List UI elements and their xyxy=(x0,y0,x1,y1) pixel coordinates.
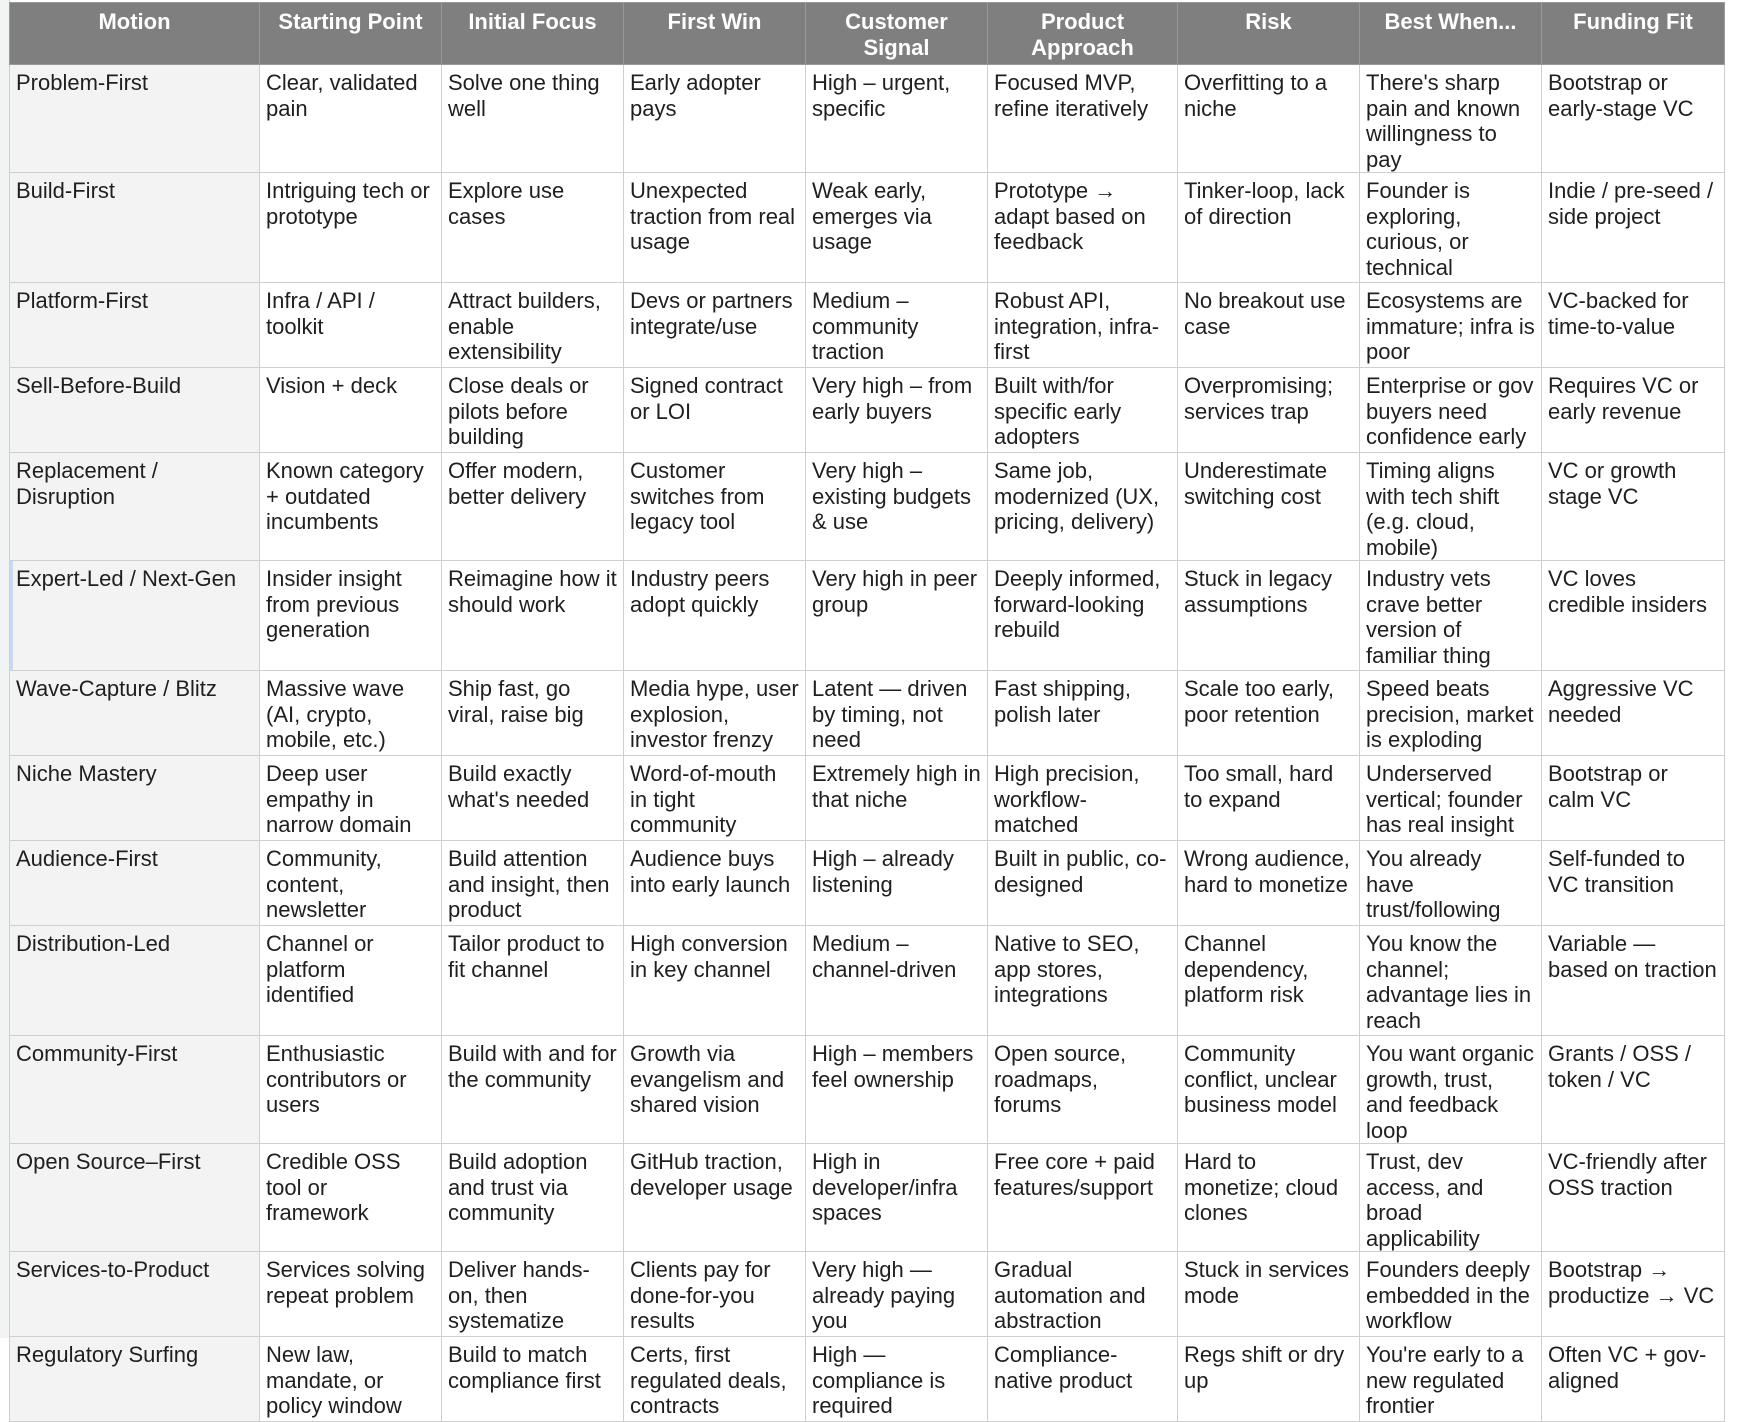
table-cell[interactable]: Open source, roadmaps, forums xyxy=(988,1036,1178,1144)
table-cell[interactable]: Extremely high in that niche xyxy=(806,756,988,841)
table-cell[interactable]: Very high – from early buyers xyxy=(806,368,988,453)
table-cell[interactable]: Vision + deck xyxy=(260,368,442,453)
table-cell[interactable]: GitHub traction, developer usage xyxy=(624,1144,806,1252)
table-cell[interactable]: Build attention and insight, then product xyxy=(442,841,624,926)
table-cell[interactable]: Infra / API / toolkit xyxy=(260,283,442,368)
column-header[interactable]: Customer Signal xyxy=(806,3,988,65)
table-cell[interactable]: Channel dependency, platform risk xyxy=(1178,926,1360,1036)
table-cell[interactable]: Aggressive VC needed xyxy=(1542,671,1725,756)
column-header[interactable]: Best When... xyxy=(1360,3,1542,65)
table-cell[interactable]: Community-First xyxy=(10,1036,260,1144)
table-cell[interactable]: Unexpected traction from real usage xyxy=(624,173,806,283)
table-row xyxy=(10,453,1725,561)
table-cell[interactable]: Community conflict, unclear business model xyxy=(1178,1036,1360,1144)
table-cell[interactable]: Speed beats precision, market is exploding xyxy=(1360,671,1542,756)
table-cell[interactable]: Offer modern, better delivery xyxy=(442,453,624,561)
table-row xyxy=(10,671,1725,756)
table-cell[interactable]: Distribution-Led xyxy=(10,926,260,1036)
table-cell[interactable]: Massive wave (AI, crypto, mobile, etc.) xyxy=(260,671,442,756)
table-cell[interactable]: Insider insight from previous generation xyxy=(260,561,442,671)
header-row xyxy=(10,3,1725,65)
table-cell[interactable]: Requires VC or early revenue xyxy=(1542,368,1725,453)
table-cell[interactable]: Audience-First xyxy=(10,841,260,926)
table-cell[interactable]: Tinker-loop, lack of direction xyxy=(1178,173,1360,283)
table-cell[interactable]: High in developer/infra spaces xyxy=(806,1144,988,1252)
table-cell[interactable]: Medium – channel-driven xyxy=(806,926,988,1036)
table-cell[interactable]: Compliance-native product xyxy=(988,1337,1178,1422)
column-header[interactable]: Motion xyxy=(10,3,260,65)
table-cell[interactable]: Intriguing tech or prototype xyxy=(260,173,442,283)
column-header[interactable]: Initial Focus xyxy=(442,3,624,65)
table-cell[interactable]: Industry vets crave better version of familiar thing xyxy=(1360,561,1542,671)
column-header[interactable]: Product Approach xyxy=(988,3,1178,65)
table-cell[interactable]: Sell-Before-Build xyxy=(10,368,260,453)
table-cell[interactable]: Channel or platform identified xyxy=(260,926,442,1036)
table-cell[interactable]: Weak early, emerges via usage xyxy=(806,173,988,283)
table-cell[interactable]: Solve one thing well xyxy=(442,65,624,173)
table-cell[interactable]: Founder is exploring, curious, or technical xyxy=(1360,173,1542,283)
table-cell[interactable]: Grants / OSS / token / VC xyxy=(1542,1036,1725,1144)
table-cell[interactable]: Enterprise or gov buyers need confidence early xyxy=(1360,368,1542,453)
table-cell[interactable]: Stuck in services mode xyxy=(1178,1252,1360,1337)
table-cell[interactable]: No breakout use case xyxy=(1178,283,1360,368)
table-cell[interactable]: Industry peers adopt quickly xyxy=(624,561,806,671)
table-cell[interactable]: Fast shipping, polish later xyxy=(988,671,1178,756)
table-row xyxy=(10,1252,1725,1337)
table-cell[interactable]: Tailor product to fit channel xyxy=(442,926,624,1036)
table-cell[interactable]: Prototype → adapt based on feedback xyxy=(988,173,1178,283)
table-cell[interactable]: Often VC + gov-aligned xyxy=(1542,1337,1725,1422)
table-cell[interactable]: Enthusiastic contributors or users xyxy=(260,1036,442,1144)
column-header[interactable]: Starting Point xyxy=(260,3,442,65)
table-cell[interactable]: Indie / pre-seed / side project xyxy=(1542,173,1725,283)
table-cell[interactable]: You already have trust/following xyxy=(1360,841,1542,926)
table-cell[interactable]: Build with and for the community xyxy=(442,1036,624,1144)
table-cell[interactable]: Attract builders, enable extensibility xyxy=(442,283,624,368)
table-cell[interactable]: VC loves credible insiders xyxy=(1542,561,1725,671)
table-cell[interactable]: Build exactly what's needed xyxy=(442,756,624,841)
table-cell[interactable]: You're early to a new regulated frontier xyxy=(1360,1337,1542,1422)
table-cell[interactable]: VC-friendly after OSS traction xyxy=(1542,1144,1725,1252)
table-cell[interactable]: You want organic growth, trust, and feedback loop xyxy=(1360,1036,1542,1144)
table-cell[interactable]: Build adoption and trust via community xyxy=(442,1144,624,1252)
table-cell[interactable]: Self-funded to VC transition xyxy=(1542,841,1725,926)
table-cell[interactable]: Early adopter pays xyxy=(624,65,806,173)
table-cell[interactable]: Bootstrap or early-stage VC xyxy=(1542,65,1725,173)
table-cell[interactable]: Build-First xyxy=(10,173,260,283)
table-cell[interactable]: Scale too early, poor retention xyxy=(1178,671,1360,756)
table-cell[interactable]: Trust, dev access, and broad applicability xyxy=(1360,1144,1542,1252)
table-cell[interactable]: Open Source–First xyxy=(10,1144,260,1252)
table-cell[interactable]: Bootstrap or calm VC xyxy=(1542,756,1725,841)
table-cell[interactable]: Overfitting to a niche xyxy=(1178,65,1360,173)
table-row xyxy=(10,561,1725,671)
column-header[interactable]: Funding Fit xyxy=(1542,3,1725,65)
table-cell[interactable]: Signed contract or LOI xyxy=(624,368,806,453)
table-cell[interactable]: Replacement / Disruption xyxy=(10,453,260,561)
table-cell[interactable]: Robust API, integration, infra-first xyxy=(988,283,1178,368)
motions-table xyxy=(9,2,1725,1422)
table-cell[interactable]: VC-backed for time-to-value xyxy=(1542,283,1725,368)
table-cell[interactable]: Problem-First xyxy=(10,65,260,173)
table-row xyxy=(10,65,1725,173)
table-row xyxy=(10,368,1725,453)
table-cell[interactable]: High – members feel ownership xyxy=(806,1036,988,1144)
table-cell[interactable]: Medium – community traction xyxy=(806,283,988,368)
table-cell[interactable]: Close deals or pilots before building xyxy=(442,368,624,453)
table-cell[interactable]: Hard to monetize; cloud clones xyxy=(1178,1144,1360,1252)
column-header[interactable]: First Win xyxy=(624,3,806,65)
table-cell[interactable]: Founders deeply embedded in the workflow xyxy=(1360,1252,1542,1337)
table-cell[interactable]: Customer switches from legacy tool xyxy=(624,453,806,561)
table-cell[interactable]: Variable — based on traction xyxy=(1542,926,1725,1036)
table-cell[interactable]: Media hype, user explosion, investor frenzy xyxy=(624,671,806,756)
table-cell[interactable]: Focused MVP, refine iteratively xyxy=(988,65,1178,173)
table-cell[interactable]: Clear, validated pain xyxy=(260,65,442,173)
table-cell[interactable]: Too small, hard to expand xyxy=(1178,756,1360,841)
table-cell[interactable]: There's sharp pain and known willingness to pay xyxy=(1360,65,1542,173)
table-cell[interactable]: Built in public, co-designed xyxy=(988,841,1178,926)
table-cell[interactable]: High — compliance is required xyxy=(806,1337,988,1422)
table-cell[interactable]: Latent — driven by timing, not need xyxy=(806,671,988,756)
table-row xyxy=(10,173,1725,283)
table-cell[interactable]: Same job, modernized (UX, pricing, delivery) xyxy=(988,453,1178,561)
table-cell[interactable]: High – urgent, specific xyxy=(806,65,988,173)
table-cell[interactable]: Free core + paid features/support xyxy=(988,1144,1178,1252)
table-cell[interactable]: Underserved vertical; founder has real insight xyxy=(1360,756,1542,841)
table-cell[interactable]: High precision, workflow-matched xyxy=(988,756,1178,841)
table-cell[interactable]: Underestimate switching cost xyxy=(1178,453,1360,561)
table-cell[interactable]: Stuck in legacy assumptions xyxy=(1178,561,1360,671)
table-cell[interactable]: Deeply informed, forward-looking rebuild xyxy=(988,561,1178,671)
table-cell[interactable]: Regulatory Surfing xyxy=(10,1337,260,1422)
table-cell[interactable]: Niche Mastery xyxy=(10,756,260,841)
table-cell[interactable]: Build to match compliance first xyxy=(442,1337,624,1422)
table-cell[interactable]: Audience buys into early launch xyxy=(624,841,806,926)
table-cell[interactable]: Ship fast, go viral, raise big xyxy=(442,671,624,756)
table-cell[interactable]: Gradual automation and abstraction xyxy=(988,1252,1178,1337)
table-row xyxy=(10,1036,1725,1144)
table-cell[interactable]: Services-to-Product xyxy=(10,1252,260,1337)
table-cell[interactable]: Explore use cases xyxy=(442,173,624,283)
table-cell[interactable]: Growth via evangelism and shared vision xyxy=(624,1036,806,1144)
table-cell[interactable]: Ecosystems are immature; infra is poor xyxy=(1360,283,1542,368)
table-cell[interactable]: Overpromising; services trap xyxy=(1178,368,1360,453)
table-row xyxy=(10,283,1725,368)
table-cell[interactable]: High – already listening xyxy=(806,841,988,926)
table-cell[interactable]: Word-of-mouth in tight community xyxy=(624,756,806,841)
table-cell[interactable]: Reimagine how it should work xyxy=(442,561,624,671)
table-cell[interactable]: Known category + outdated incumbents xyxy=(260,453,442,561)
table-cell[interactable]: Platform-First xyxy=(10,283,260,368)
table-cell[interactable]: Deep user empathy in narrow domain xyxy=(260,756,442,841)
table-cell[interactable]: VC or growth stage VC xyxy=(1542,453,1725,561)
table-row xyxy=(10,926,1725,1036)
table-cell[interactable]: Services solving repeat problem xyxy=(260,1252,442,1337)
table-cell[interactable]: Wave-Capture / Blitz xyxy=(10,671,260,756)
table-cell[interactable]: Deliver hands-on, then systematize xyxy=(442,1252,624,1337)
table-row xyxy=(10,756,1725,841)
table-cell[interactable]: Wrong audience, hard to monetize xyxy=(1178,841,1360,926)
table-cell[interactable]: Built with/for specific early adopters xyxy=(988,368,1178,453)
table-cell[interactable]: Native to SEO, app stores, integrations xyxy=(988,926,1178,1036)
table-cell[interactable]: Devs or partners integrate/use xyxy=(624,283,806,368)
table-cell[interactable]: Very high – existing budgets & use xyxy=(806,453,988,561)
column-header[interactable]: Risk xyxy=(1178,3,1360,65)
table-cell[interactable]: Very high in peer group xyxy=(806,561,988,671)
table-row xyxy=(10,841,1725,926)
table-cell[interactable]: High conversion in key channel xyxy=(624,926,806,1036)
table-cell[interactable]: Clients pay for done-for-you results xyxy=(624,1252,806,1337)
table-cell[interactable]: Regs shift or dry up xyxy=(1178,1337,1360,1422)
table-cell[interactable]: You know the channel; advantage lies in reach xyxy=(1360,926,1542,1036)
table-cell[interactable]: Certs, first regulated deals, contracts xyxy=(624,1337,806,1422)
table-cell[interactable]: Expert-Led / Next-Gen xyxy=(10,561,260,671)
table-row xyxy=(10,1144,1725,1252)
table-cell[interactable]: Timing aligns with tech shift (e.g. cloud, mobile) xyxy=(1360,453,1542,561)
table-cell[interactable]: New law, mandate, or policy window xyxy=(260,1337,442,1422)
table-row xyxy=(10,1337,1725,1422)
table-cell[interactable]: Bootstrap → productize → VC xyxy=(1542,1252,1725,1337)
table-cell[interactable]: Very high — already paying you xyxy=(806,1252,988,1337)
table-cell[interactable]: Credible OSS tool or framework xyxy=(260,1144,442,1252)
table-cell[interactable]: Community, content, newsletter xyxy=(260,841,442,926)
